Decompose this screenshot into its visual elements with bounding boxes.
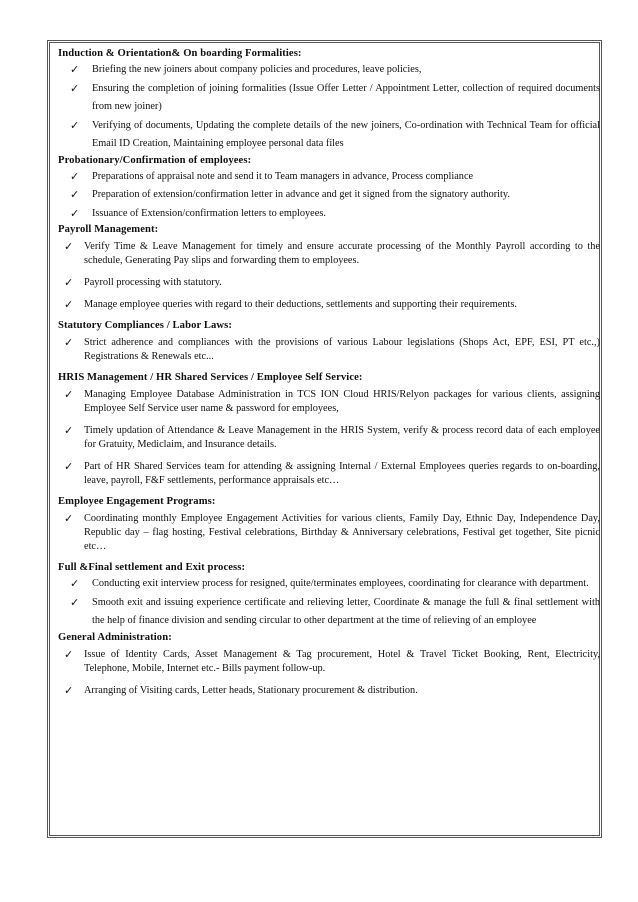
list-item: ✓ Part of HR Shared Services team for attending & assigning Internal / External Employees queries regards to on-boarding, leave, payroll, F&F settlements, performance appraisals etc… [64,460,600,486]
checkmark-icon: ✓ [64,647,74,661]
list-item: ✓ Coordinating monthly Employee Engagement Activities for various clients, Family Day, Ethnic Day, Independence Day, Republic day – flag hosting, Festival celebrations, Birthday & Anniversary celebrations, Festival get together, Site picnic etc… [64,512,600,552]
section-title: Full &Final settlement and Exit process: [58,562,246,573]
list-item: ✓ Preparation of extension/confirmation letter in advance and get it signed from the signatory authority. [58,186,600,205]
list-item: ✓ Issuance of Extension/confirmation letters to employees. [58,205,600,224]
checkmark-icon: ✓ [64,512,74,525]
checkmark-icon: ✓ [70,118,80,132]
list-item: ✓ Briefing the new joiners about company policies and procedures, leave policies, [58,61,600,80]
checkmark-icon: ✓ [64,298,74,311]
checkmark-icon: ✓ [64,240,74,253]
list-item: ✓ Timely updation of Attendance & Leave Management in the HRIS System, verify & process record data of each employee for Gratuity, Mediclaim, and Insurance details. [64,424,600,450]
checkmark-icon: ✓ [64,460,74,473]
checkmark-icon: ✓ [70,169,80,183]
section-title: Payroll Management: [58,224,159,235]
resume-content [58,47,600,705]
list-item: ✓ Issue of Identity Cards, Asset Management & Tag procurement, Hotel & Travel Ticket Booking, Rent, Electricity, Telephone, Mobile, Internet etc.- Bills payment follow-up. [64,647,600,674]
checkmark-icon: ✓ [64,388,74,401]
list-item: ✓ Verify Time & Leave Management for timely and ensure accurate processing of the Monthly Payroll according to the schedule, Generating Pay slips and forwarding them to employees. [64,240,600,266]
section-title: Probationary/Confirmation of employees: [58,154,252,166]
section-title: General Administration: [58,631,172,643]
checkmark-icon: ✓ [70,188,80,201]
checkmark-icon: ✓ [70,206,80,220]
list-item: ✓ Ensuring the completion of joining formalities (Issue Offer Letter / Appointment Letter, collection of required documents from new joiner) [70,81,600,112]
section-general-admin [58,631,600,705]
section-title: HRIS Management / HR Shared Services / Employee Self Service: [58,372,363,383]
section-payroll [58,223,600,319]
section-statutory [58,319,600,371]
list-item: ✓ Conducting exit interview process for resigned, quite/terminates employees, coordinating for clearance with department. [58,575,600,594]
checkmark-icon: ✓ [70,577,80,590]
list-item: ✓ Payroll processing with statutory. [64,276,222,289]
checkmark-icon: ✓ [64,683,74,697]
section-hris [58,371,600,495]
section-title: Induction & Orientation& On boarding Formalities: [58,48,302,59]
checkmark-icon: ✓ [70,81,80,95]
section-induction [58,47,600,154]
section-engagement [58,495,600,561]
checkmark-icon: ✓ [64,336,74,349]
checkmark-icon: ✓ [64,424,74,437]
checkmark-icon: ✓ [64,276,74,289]
list-item: ✓ Strict adherence and compliances with the provisions of various Labour legislations (Shops Act, EPF, ESI, PT etc.,) Registrations & Renewals etc... [64,336,600,362]
section-title: Employee Engagement Programs: [58,496,216,507]
list-item: ✓ Preparations of appraisal note and send it to Team managers in advance, Process compliance [58,168,600,187]
list-item: ✓ Smooth exit and issuing experience certificate and relieving letter, Coordinate & manage the full & final settlement with the help of finance division and sending circular to other department at the time of relieving of an employee [70,595,600,626]
list-item: ✓ Verifying of documents, Updating the complete details of the new joiners, Co-ordination with Technical Team for official Email ID Creation, Maintaining employee personal data files [70,118,600,149]
section-title: Statutory Compliances / Labor Laws: [58,320,232,331]
checkmark-icon: ✓ [70,63,80,76]
section-exit [58,561,600,631]
checkmark-icon: ✓ [70,595,80,609]
section-probation [58,154,600,224]
list-item: ✓ Managing Employee Database Administration in TCS ION Cloud HRIS/Relyon packages for various clients, assigning Employee Self Service user name & password for employees, [64,388,600,414]
list-item: ✓ Manage employee queries with regard to their deductions, settlements and supporting their requirements. [64,298,517,311]
list-item: ✓ Arranging of Visiting cards, Letter heads, Stationary procurement & distribution. [64,683,418,697]
